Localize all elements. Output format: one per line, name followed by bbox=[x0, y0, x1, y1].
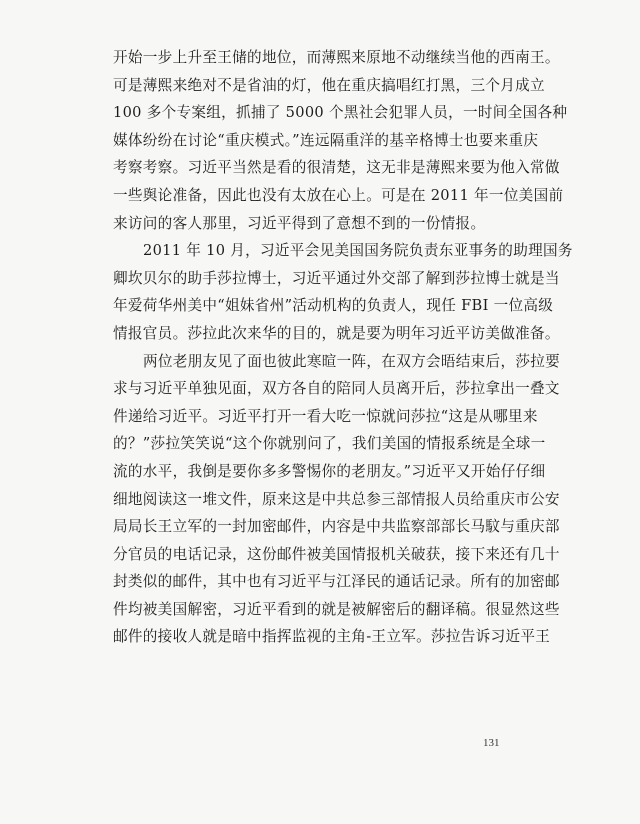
paragraph-1 bbox=[113, 44, 568, 237]
text-line: 封类似的邮件，其中也有习近平与江泽民的通话记录。所有的加密邮 bbox=[113, 573, 560, 591]
text-line: 细地阅读这一堆文件，原来这是中共总参三部情报人员给重庆市公安 bbox=[113, 490, 560, 508]
text-line: 年爱荷华州美中“姐妹省州”活动机构的负责人，现任 FBI 一位高级 bbox=[113, 297, 554, 315]
text-line: 邮件的接收人就是暗中指挥监视的主角-王立军。莎拉告诉习近平王 bbox=[113, 628, 551, 646]
text-line: 局局长王立军的一封加密邮件，内容是中共监察部部长马馼与重庆部 bbox=[113, 518, 560, 536]
text-line: 媒体纷纷在讨论“重庆模式。”连远隔重洋的基辛格博士也要来重庆 bbox=[113, 131, 539, 149]
text-line: 开始一步上升至王储的地位，而薄熙来原地不动继续当他的西南王。 bbox=[113, 49, 560, 66]
text-line: 可是薄熙来绝对不是省油的灯，他在重庆搞唱红打黑，三个月成立 bbox=[113, 76, 545, 94]
text-line: 求与习近平单独见面，双方各自的陪同人员离开后，莎拉拿出一叠文 bbox=[113, 380, 560, 398]
text-line: 2011 年 10 月，习近平会见美国国务院负责东亚事务的助理国务 bbox=[143, 242, 573, 260]
page-number: 131 bbox=[483, 737, 500, 749]
body-text bbox=[113, 44, 573, 651]
text-line: 一些舆论准备，因此也没有太放在心上。可是在 2011 年一位美国前 bbox=[113, 186, 564, 204]
text-line: 情报官员。莎拉此次来华的目的，就是要为明年习近平访美做准备。 bbox=[113, 324, 560, 342]
text-line: 流的水平，我倒是要你多多警惕你的老朋友。”习近平又开始仔仔细 bbox=[113, 462, 546, 480]
text-line: 件递给习近平。习近平打开一看大吃一惊就问莎拉“这是从哪里来 bbox=[113, 407, 538, 425]
text-line: 件均被美国解密，习近平看到的就是被解密后的翻译稿。很显然这些 bbox=[113, 600, 560, 618]
paragraph-3 bbox=[113, 348, 561, 652]
text-line: 两位老朋友见了面也彼此寒暄一阵，在双方会晤结束后，莎拉要 bbox=[143, 352, 561, 370]
text-line: 的？”莎拉笑笑说“这个你就别问了，我们美国的情报系统是全球一 bbox=[113, 435, 546, 453]
text-line: 来访问的客人那里，习近平得到了意想不到的一份情报。 bbox=[113, 214, 486, 232]
text-line: 卿坎贝尔的助手莎拉博士，习近平通过外交部了解到莎拉博士就是当 bbox=[113, 269, 560, 287]
paragraph-2 bbox=[113, 237, 573, 347]
text-line: 100 多个专案组，抓捕了 5000 个黑社会犯罪人员，一时间全国各种 bbox=[113, 104, 568, 122]
text-line: 考察考察。习近平当然是看的很清楚，这无非是薄熙来要为他入常做 bbox=[113, 159, 560, 177]
text-line: 分官员的电话记录，这份邮件被美国情报机关破获，接下来还有几十 bbox=[113, 545, 560, 563]
